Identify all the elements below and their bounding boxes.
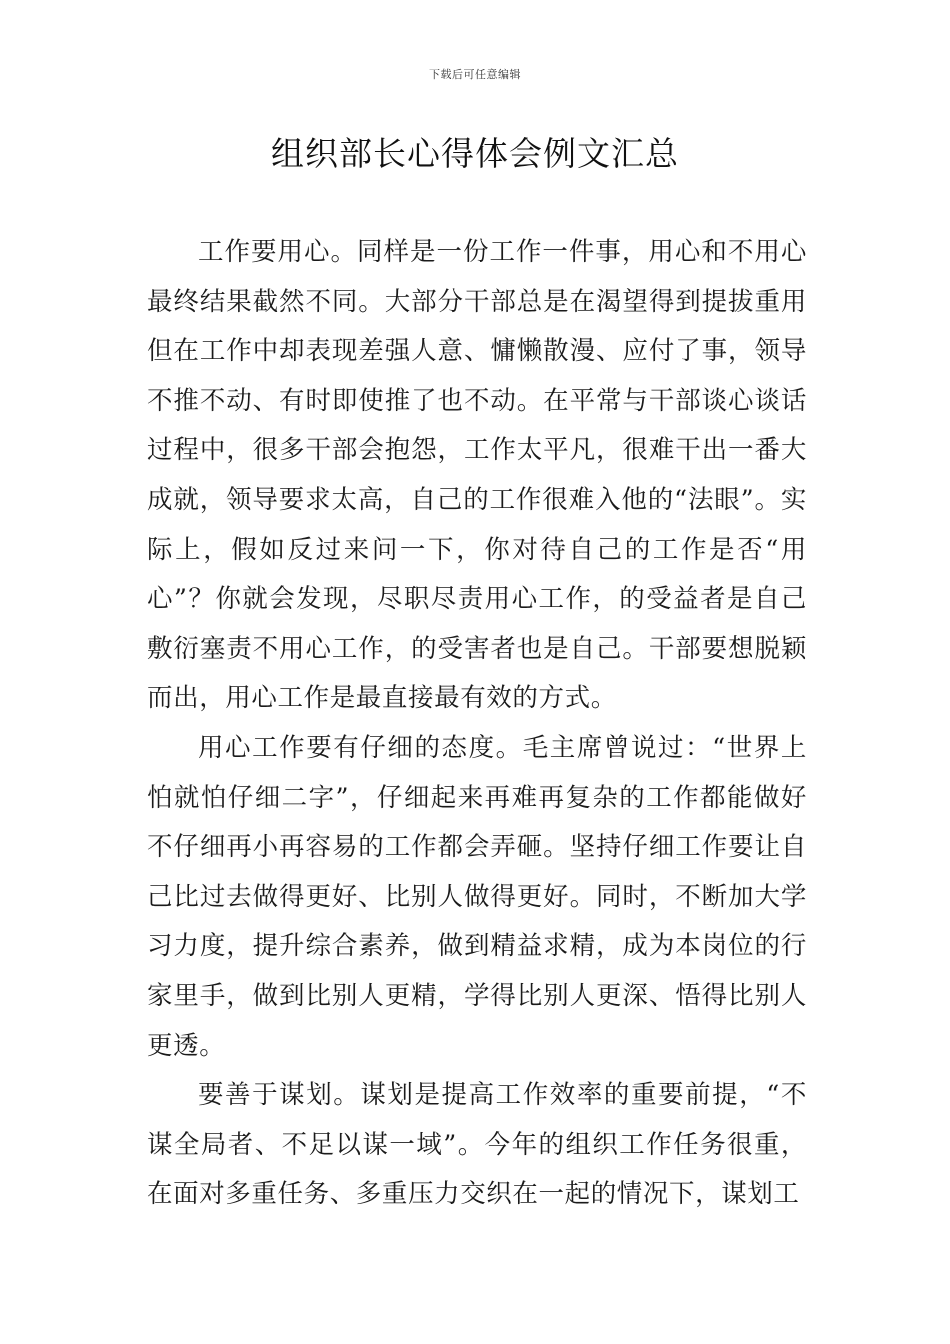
paragraph-3: 要善于谋划。谋划是提高工作效率的重要前提，“不谋全局者、不足以谋一域”。今年的组织工作任务很重，在面对多重任务、多重压力交织在一起的情况下，谋划工 bbox=[147, 1080, 807, 1210]
paragraph-2: 用心工作要有仔细的态度。毛主席曾说过：“世界上怕就怕仔细二字”，仔细起来再难再复杂的工作都能做好不仔细再小再容易的工作都会弄砸。坚持仔细工作要让自己比过去做得更好、比别人做得更好。同时，不断加大学习力度，提升综合素养，做到精益求精，成为本岗位的行家里手，做到比别人更精，学得比别人更深、悟得比别人更透。 bbox=[147, 732, 807, 1061]
document-title: 组织部长心得体会例文汇总 bbox=[271, 134, 679, 173]
header-note: 下载后可任意编辑 bbox=[429, 68, 521, 81]
paragraph-1: 工作要用心。同样是一份工作一件事，用心和不用心最终结果截然不同。大部分干部总是在渴望得到提拔重用但在工作中却表现差强人意、慵懒散漫、应付了事，领导不推不动、有时即使推了也不动。在平常与干部谈心谈话过程中，很多干部会抱怨，工作太平凡，很难干出一番大成就，领导要求太高，自己的工作很难入他的“法眼”。实际上，假如反过来问一下，你对待自己的工作是否“用心”？你就会发现，尽职尽责用心工作，的受益者是自己敷衍塞责不用心工作，的受害者也是自己。干部要想脱颖而出，用心工作是最直接最有效的方式。 bbox=[147, 237, 807, 714]
document-body bbox=[147, 228, 807, 1220]
